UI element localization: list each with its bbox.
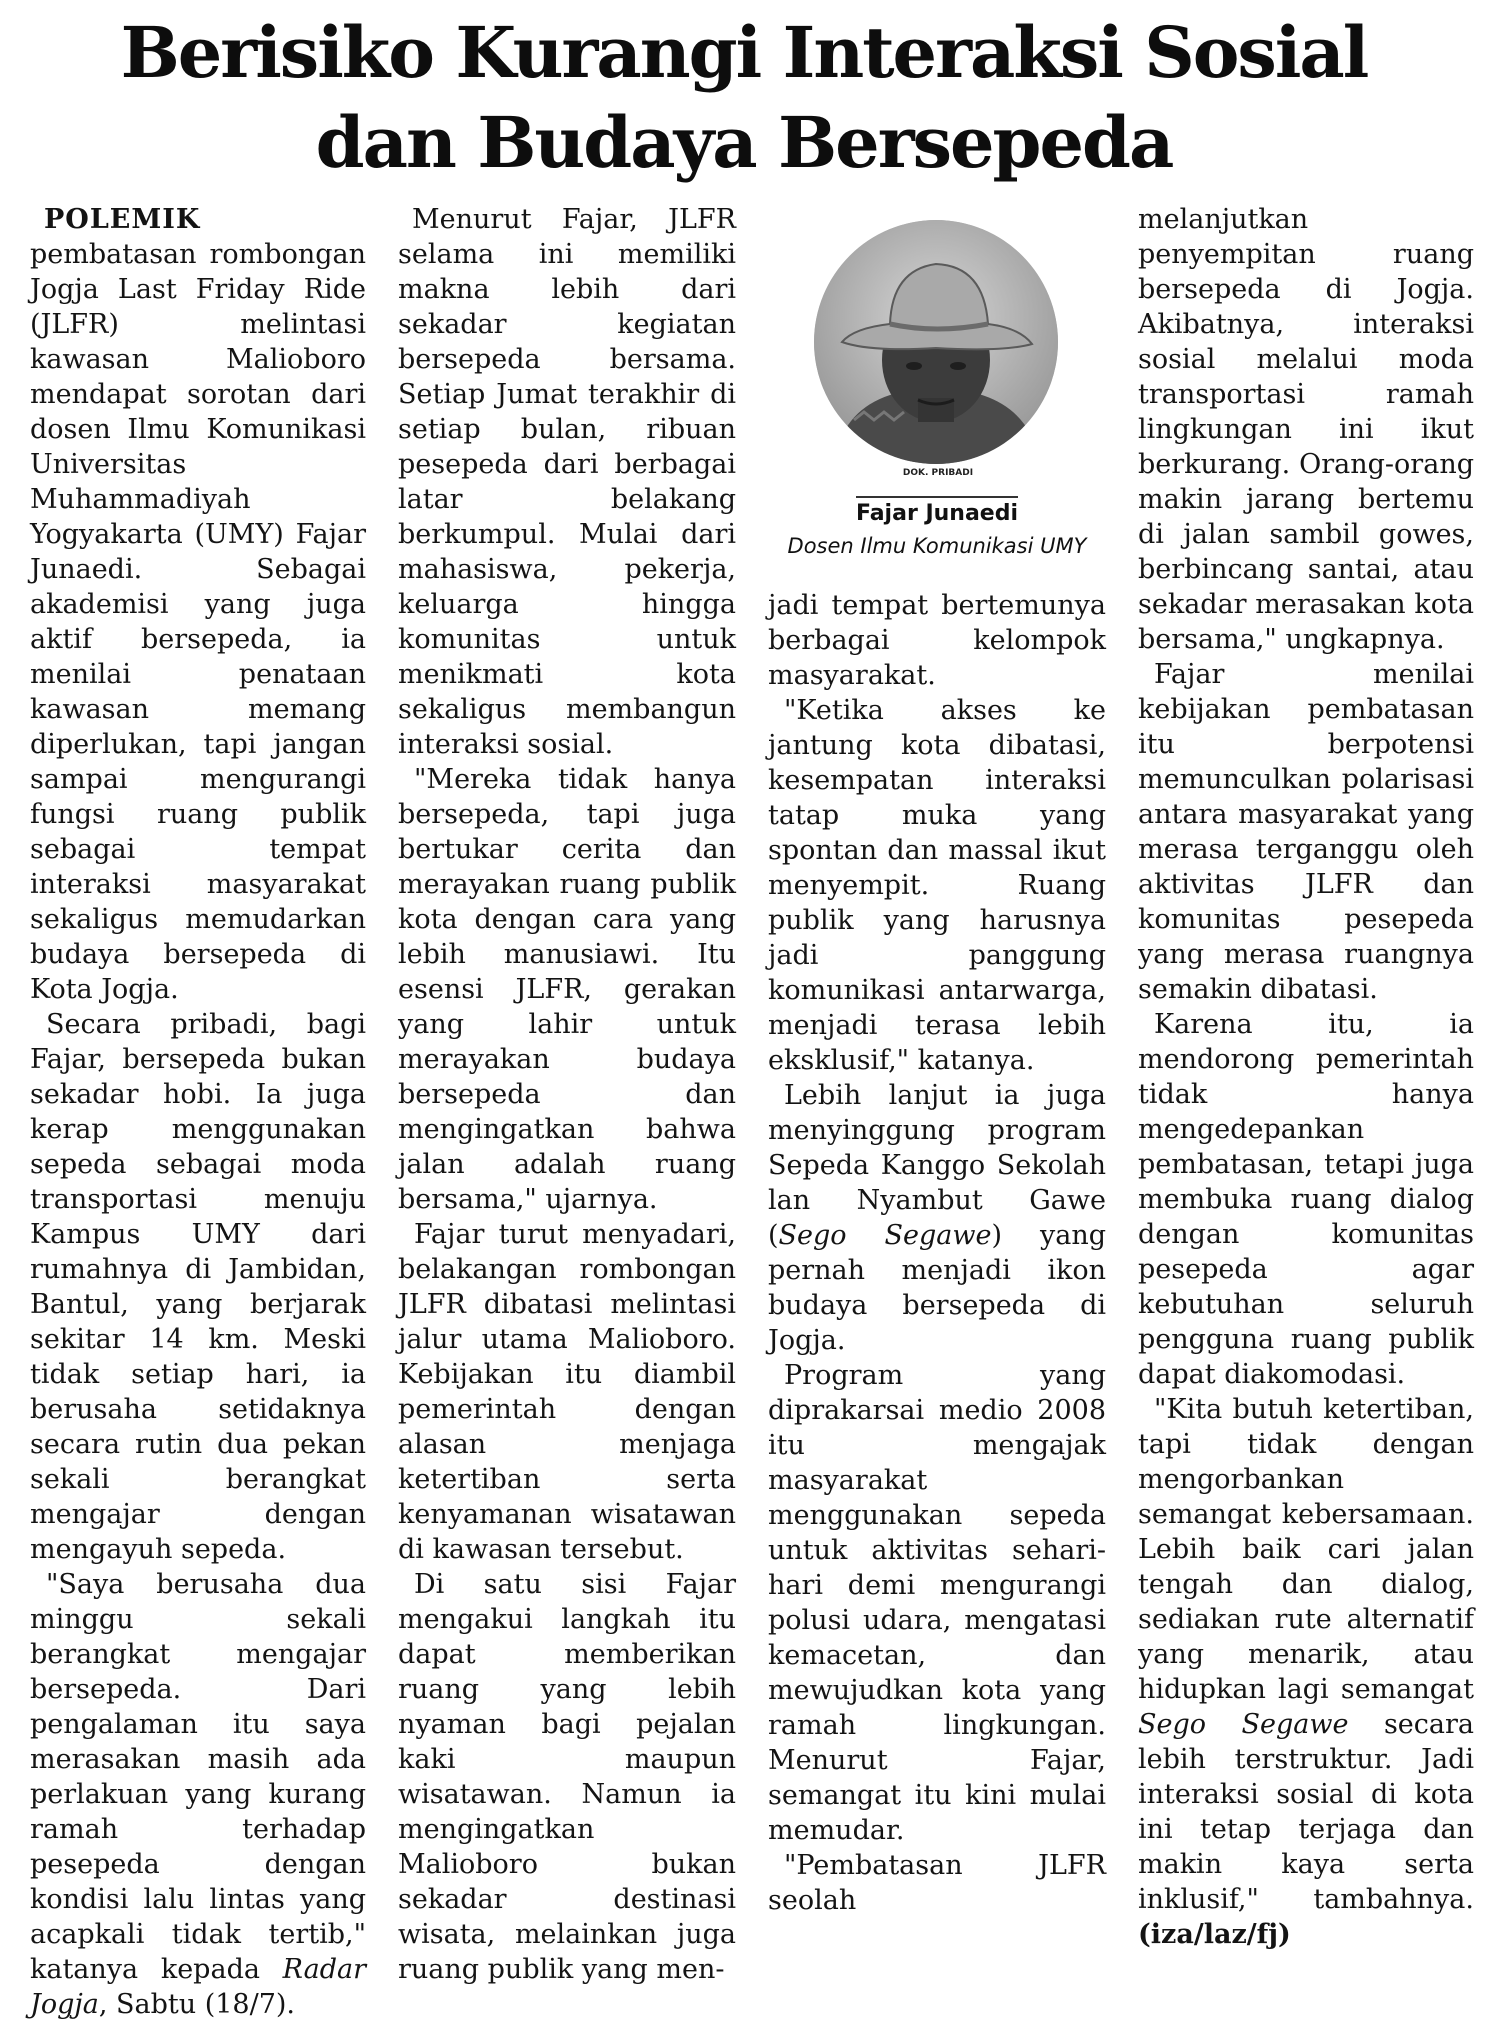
- program-name: Sego Segawe: [778, 1220, 992, 1251]
- quote-paragraph: [1138, 1392, 1474, 1952]
- paragraph: Karena itu, ia mendorong pemerintah tidak hanya mengedepankan pembatasan, tetapi juga membuka ruang dialog dengan komunitas pesepeda agar kebutuhan seluruh pengguna ruang publik dapat diakomodasi.: [1138, 1009, 1474, 1390]
- portrait-block: [768, 210, 1106, 580]
- caption-role: Dosen Ilmu Komunikasi UMY: [787, 534, 1087, 558]
- article-column-1: [30, 202, 366, 2022]
- publication-name: Radar Jogja: [30, 1954, 366, 2020]
- quote-text-end: secara lebih terstruktur. Jadi interaksi sosial di kota ini tetap terjaga dan makin kaya serta inklusif," tambahnya.: [1138, 1709, 1474, 1915]
- portrait-illustration: [814, 220, 1058, 464]
- paragraph: melanjutkan penyempitan ruang bersepeda di Jogja. Akibatnya, interaksi sosial melalui moda transportasi ramah lingkungan ini ikut berkurang. Orang-orang makin jarang bertemu di jalan sambil gowes, berbincang santai, atau sekadar merasakan kota bersama," ungkapnya.: [1138, 204, 1474, 655]
- article-column-3: [768, 588, 1106, 1918]
- paragraph: Fajar turut menyadari, belakangan rombongan JLFR dibatasi melintasi jalur utama Malioboro. Kebijakan itu diambil pemerintah dengan alasan menjaga ketertiban serta kenyamanan wisatawan di kawasan tersebut.: [398, 1219, 736, 1565]
- quote-text: "Saya berusaha dua minggu sekali berangkat mengajar bersepeda. Dari pengalaman itu saya merasakan masih ada perlakuan yang kurang ramah terhadap pesepeda dengan kondisi lalu lintas yang acapkali tidak tertib," katanya kepada: [30, 1569, 366, 1985]
- quote-paragraph: "Mereka tidak hanya bersepeda, tapi juga bertukar cerita dan merayakan ruang publik kota dengan cara yang lebih manusiawi. Itu esensi JLFR, gerakan yang lahir untuk merayakan budaya bersepeda dan mengingatkan bahwa jalan adalah ruang bersama," ujarnya.: [398, 764, 736, 1215]
- paragraph: Program yang diprakarsai medio 2008 itu mengajak masyarakat menggunakan sepeda untuk aktivitas sehari-hari demi mengurangi polusi udara, mengatasi kemacetan, dan mewujudkan kota yang ramah lingkungan. Menurut Fajar, semangat itu kini mulai memudar.: [768, 1360, 1106, 1846]
- paragraph-text-end: ) yang pernah menjadi ikon budaya bersepeda di Jogja.: [768, 1220, 1107, 1356]
- headline-line-2: dan Budaya Bersepeda: [315, 101, 1173, 184]
- paragraph: [768, 1078, 1106, 1358]
- quote-paragraph: "Ketika akses ke jantung kota dibatasi, kesempatan interaksi tatap muka yang spontan dan massal ikut menyempit. Ruang publik yang harusnya jadi panggung komunikasi antarwarga, menjadi terasa lebih eksklusif," katanya.: [768, 695, 1106, 1076]
- headline: [0, 8, 1488, 188]
- paragraph-text: Lebih lanjut ia juga menyinggung program Sepeda Kanggo Sekolah lan Nyambut Gawe (: [768, 1080, 1106, 1251]
- quote-paragraph: "Pembatasan JLFR seolah: [768, 1850, 1106, 1916]
- article-column-4: [1138, 202, 1474, 1952]
- caption-name: Fajar Junaedi: [855, 501, 1019, 526]
- quote-paragraph: [30, 1567, 366, 2022]
- caption-divider: [856, 496, 1018, 498]
- paragraph: jadi tempat bertemunya berbagai kelompok masyarakat.: [768, 590, 1106, 691]
- program-name: Sego Segawe: [1138, 1709, 1349, 1740]
- headline-line-1: Berisiko Kurangi Interaksi Sosial: [120, 11, 1368, 94]
- author-signature: (iza/laz/fj): [1138, 1919, 1291, 1950]
- lead-paragraph: [30, 202, 366, 1007]
- paragraph: Fajar menilai kebijakan pembatasan itu berpotensi memunculkan polarisasi antara masyarakat yang merasa terganggu oleh aktivitas JLFR dan komunitas pesepeda yang merasa ruangnya semakin dibatasi.: [1138, 659, 1474, 1005]
- portrait-photo: [814, 220, 1058, 464]
- photo-credit: DOK. PRIBADI: [902, 468, 974, 478]
- paragraph: Secara pribadi, bagi Fajar, bersepeda bukan sekadar hobi. Ia juga kerap menggunakan sepeda sebagai moda transportasi menuju Kampus UMY dari rumahnya di Jambidan, Bantul, yang berjarak sekitar 14 km. Meski tidak setiap hari, ia berusaha setidaknya secara rutin dua pekan sekali berangkat mengajar dengan mengayuh sepeda.: [30, 1009, 366, 1565]
- quote-text-end: , Sabtu (18/7).: [98, 1989, 295, 2020]
- kicker: POLEMIK: [44, 204, 201, 235]
- quote-text: "Kita butuh ketertiban, tapi tidak dengan mengorbankan semangat kebersamaan. Lebih baik cari jalan tengah dan dialog, sediakan rute alternatif yang menarik, atau hidupkan lagi semangat: [1138, 1394, 1474, 1705]
- lead-text: pembatasan rombongan Jogja Last Friday Ride (JLFR) melintasi kawasan Malioboro mendapat sorotan dari dosen Ilmu Komunikasi Universitas Muhammadiyah Yogyakarta (UMY) Fajar Junaedi. Sebagai akademisi yang juga aktif bersepeda, ia menilai penataan kawasan memang diperlukan, tapi jangan sampai mengurangi fungsi ruang publik sebagai tempat interaksi masyarakat sekaligus memudarkan budaya bersepeda di Kota Jogja.: [30, 239, 366, 1005]
- article-column-2: [398, 202, 736, 1987]
- paragraph: Di satu sisi Fajar mengakui langkah itu dapat memberikan ruang yang lebih nyaman bagi pejalan kaki maupun wisatawan. Namun ia mengingatkan Malioboro bukan sekadar destinasi wisata, melainkan juga ruang publik yang men-: [398, 1569, 736, 1985]
- paragraph: Menurut Fajar, JLFR selama ini memiliki makna lebih dari sekadar kegiatan bersepeda bersama. Setiap Jumat terakhir di setiap bulan, ribuan pesepeda dari berbagai latar belakang berkumpul. Mulai dari mahasiswa, pekerja, keluarga hingga komunitas untuk menikmati kota sekaligus membangun interaksi sosial.: [398, 204, 736, 760]
